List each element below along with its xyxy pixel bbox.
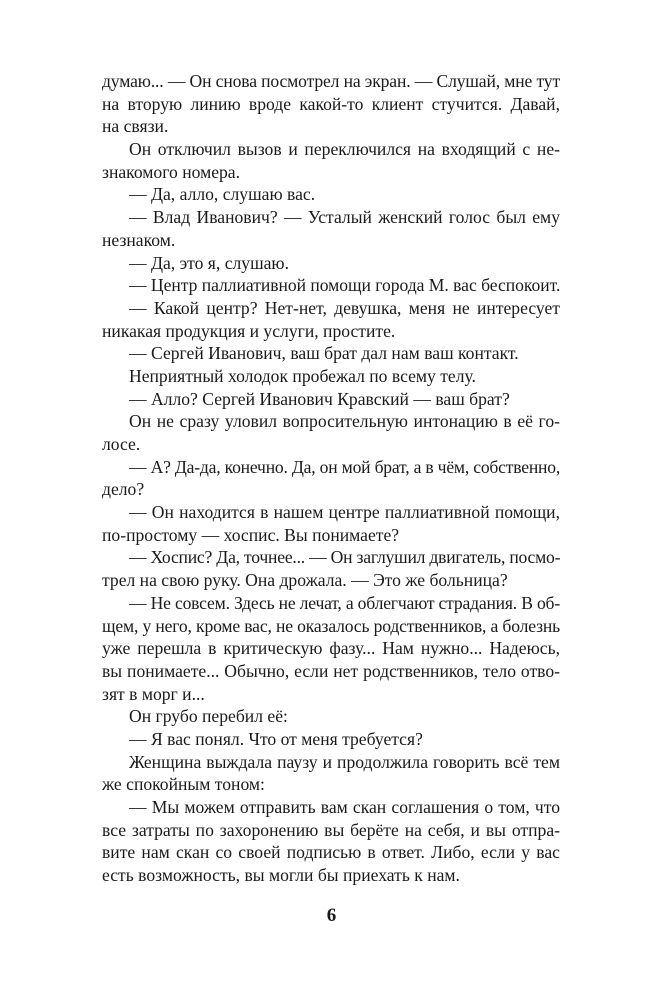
text-line: — Не совсем. Здесь не лечат, а облегчают страдания. В об-: [129, 592, 560, 613]
page-number: 6: [326, 905, 337, 926]
text-line: Женщина выждала паузу и продолжила говорить всё тем: [129, 751, 560, 772]
text-line: щем, у него, кроме вас, не оказалось родственников, а болезнь: [102, 615, 560, 636]
text-line: — Мы можем отправить вам скан соглашения о том, что: [129, 797, 560, 817]
text-line: по-простому — хоспис. Вы понимаете?: [102, 524, 400, 545]
text-line: — Хоспис? Да, точнее... — Он заглушил двигатель, посмо-: [129, 547, 561, 568]
text-line: на вторую линию вроде какой-то клиент стучится. Давай,: [102, 93, 560, 114]
text-line: — Влад Иванович? — Усталый женский голос был ему: [129, 207, 560, 228]
text-line: лосе.: [102, 434, 141, 454]
text-line: все затраты по захоронению вы берёте на себя, и вы отпра-: [102, 819, 560, 840]
text-line: — Сергей Иванович, ваш брат дал нам ваш контакт.: [129, 343, 519, 364]
text-line: — Центр паллиативной помощи города М. вас беспокоит.: [129, 275, 561, 296]
text-line: вите нам скан со своей подписью в ответ. Либо, если у вас: [102, 842, 560, 863]
text-line: Он не сразу уловил вопросительную интонацию в её го-: [129, 411, 560, 432]
text-line: незнаком.: [102, 229, 176, 250]
text-line: уже перешла в критическую фазу... Нам нужно... Надеюсь,: [102, 638, 560, 659]
text-line: есть возможность, вы могли бы приехать к нам.: [102, 865, 460, 886]
text-line: — Да, алло, слушаю вас.: [129, 184, 316, 205]
text-line: Неприятный холодок пробежал по всему телу.: [129, 365, 476, 386]
text-line: — Какой центр? Нет-нет, девушка, меня не интересует: [129, 297, 560, 318]
text-line: на связи.: [102, 116, 169, 137]
text-line: — Я вас понял. Что от меня требуется?: [129, 728, 423, 749]
text-line: зят в морг и...: [102, 683, 205, 704]
text-line: — А? Да-да, конечно. Да, он мой брат, а в чём, собственно,: [129, 456, 561, 477]
text-line: знакомого номера.: [102, 161, 241, 182]
text-line: никакая продукция и услуги, простите.: [102, 320, 396, 341]
text-line: — Алло? Сергей Иванович Кравский — ваш брат?: [129, 388, 510, 409]
text-line: Он отключил вызов и переключился на входящий с не-: [129, 139, 560, 160]
text-line: думаю... — Он снова посмотрел на экран. — Слушай, мне тут: [102, 71, 560, 91]
text-line: — Он находится в нашем центре паллиативной помощи,: [129, 502, 560, 523]
text-line: дело?: [102, 479, 145, 500]
body-text: [102, 70, 560, 887]
text-line: вы понимаете... Обычно, если нет родственников, тело отво-: [102, 660, 560, 681]
text-line: же спокойным тоном:: [102, 774, 265, 795]
text-line: трел на свою руку. Она дрожала. — Это же больница?: [102, 570, 508, 591]
text-line: — Да, это я, слушаю.: [129, 252, 289, 273]
text-line: Он грубо перебил её:: [129, 706, 288, 727]
